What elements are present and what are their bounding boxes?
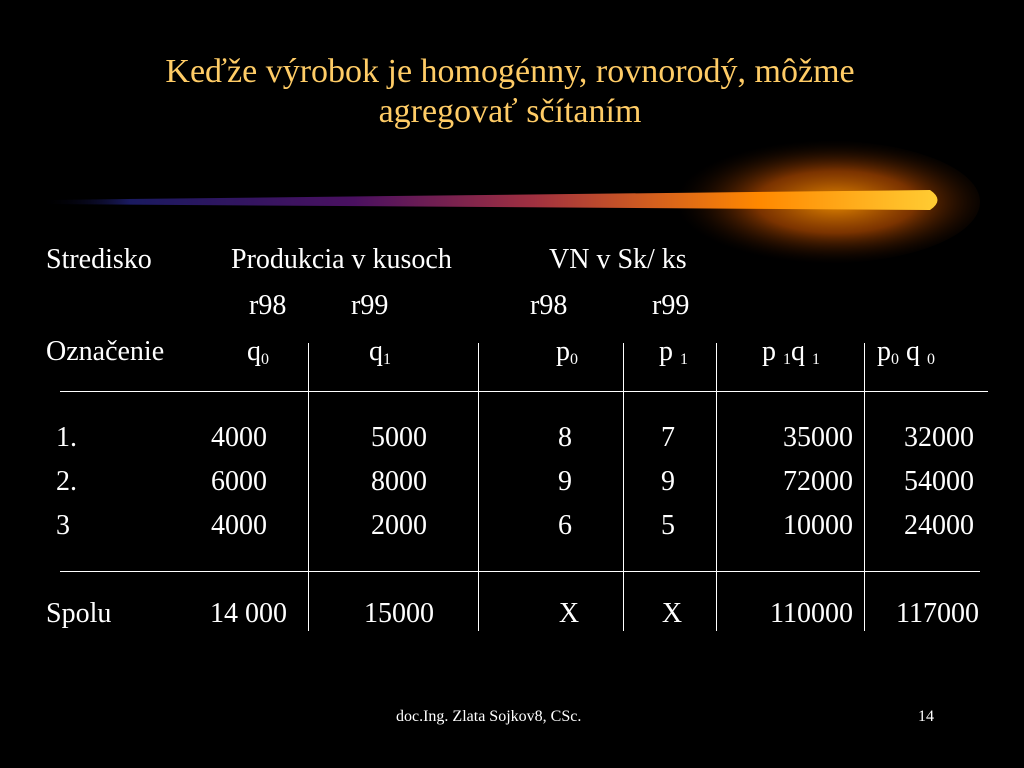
column-divider <box>623 343 624 631</box>
header-r99-q: r99 <box>351 290 389 321</box>
cell-p0q0: 54000 <box>904 466 974 497</box>
header-p0q0: $p_0$ q $_0$ <box>877 336 935 368</box>
header-stredisko: Stredisko <box>46 244 152 275</box>
page-number: 14 <box>918 708 934 725</box>
cell-p1: 5 <box>661 510 675 541</box>
header-r99-p: r99 <box>652 290 690 321</box>
row-label: 3 <box>56 510 70 541</box>
table-top-rule <box>60 391 988 392</box>
cell-p0: 9 <box>558 466 572 497</box>
cell-p1: 9 <box>661 466 675 497</box>
total-p1: X <box>661 598 683 629</box>
header-p1q1: p $_1$q $_1$ <box>762 336 820 368</box>
cell-q0: 6000 <box>211 466 267 497</box>
header-oznacenie: Označenie <box>46 336 165 367</box>
cell-p0q0: 24000 <box>904 510 974 541</box>
slide-title <box>60 52 960 132</box>
cell-p0q0: 32000 <box>904 422 974 453</box>
title-line-2: agregovať sčítaním <box>378 93 642 130</box>
column-divider <box>716 343 717 631</box>
cell-p1: 7 <box>661 422 675 453</box>
cell-q1: 8000 <box>371 466 427 497</box>
comet-decoration <box>0 140 1024 270</box>
total-label: Spolu <box>46 598 112 629</box>
cell-p0: 6 <box>558 510 572 541</box>
cell-p1q1: 10000 <box>783 510 853 541</box>
total-p0: X <box>558 598 580 629</box>
row-label: 1. <box>56 422 77 453</box>
header-vn: VN v Sk/ ks <box>549 244 687 275</box>
header-p0: $p_0$ <box>556 336 578 368</box>
total-q1: 15000 <box>364 598 434 629</box>
cell-p0: 8 <box>558 422 572 453</box>
cell-p1q1: 35000 <box>783 422 853 453</box>
cell-q0: 4000 <box>211 422 267 453</box>
table-bottom-rule <box>60 571 980 572</box>
header-produkcia: Produkcia v kusoch <box>231 244 452 275</box>
footer-author: doc.Ing. Zlata Sojkov8, CSc. <box>396 708 582 725</box>
cell-q1: 2000 <box>371 510 427 541</box>
row-label: 2. <box>56 466 77 497</box>
cell-q0: 4000 <box>211 510 267 541</box>
title-line-1: Keďže výrobok je homogénny, rovnorodý, môžme <box>165 53 855 90</box>
column-divider <box>478 343 479 631</box>
cell-q1: 5000 <box>371 422 427 453</box>
total-q0: 14 000 <box>210 598 287 629</box>
column-divider <box>308 343 309 631</box>
header-q0: $q_0$ <box>247 336 269 368</box>
cell-p1q1: 72000 <box>783 466 853 497</box>
total-p0q0: 117000 <box>896 598 979 629</box>
header-r98-q: r98 <box>249 290 287 321</box>
total-p1q1: 110000 <box>770 598 853 629</box>
header-q1: $q_1$ <box>369 336 391 368</box>
header-r98-p: r98 <box>530 290 568 321</box>
header-p1: p $_1$ <box>659 336 688 368</box>
